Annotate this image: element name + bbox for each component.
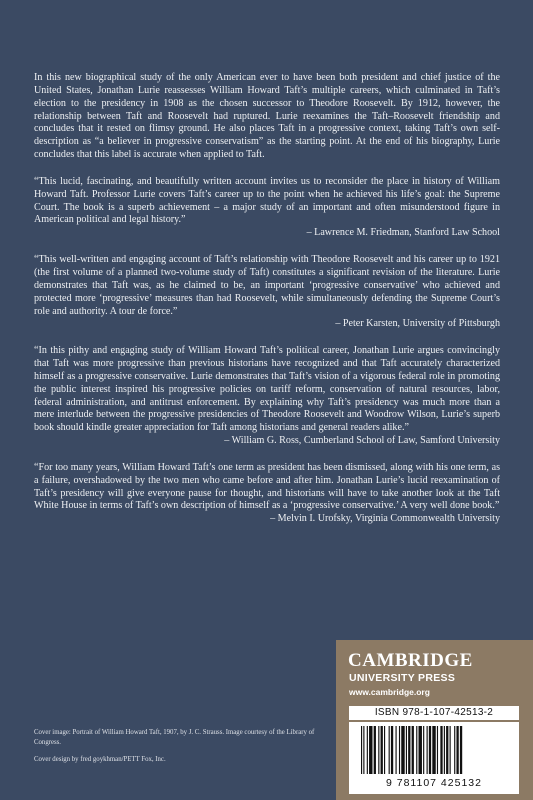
barcode-bar <box>440 726 442 774</box>
blurb-attribution: – Lawrence M. Friedman, Stanford Law School <box>306 227 500 239</box>
blurb-attribution: – William G. Ross, Cumberland School of Law, Samford University <box>224 435 500 447</box>
barcode-bar <box>446 726 448 774</box>
barcode-bar <box>367 726 368 774</box>
barcode-bar <box>454 726 455 774</box>
cover-credits <box>34 728 324 773</box>
barcode-bar <box>384 726 385 774</box>
publisher-logo: CAMBRIDGE <box>348 650 473 671</box>
blurb-quote: “For too many years, William Howard Taft’s one term as president has been dismissed, along with his one term, as a failure, overshadowed by the two men who came before and after him. Jonathan Lurie’s lucid reexamination of Taft’s presidency will give everyone pause for thought, and historians will have to take another look at the Taft White House in terms of Taft’s own description of himself as a ‘progressive conservative.’ A very well done book.” <box>34 461 500 512</box>
barcode-bar <box>381 726 383 774</box>
book-description: In this new biographical study of the only American ever to have been both president and chief justice of the United States, Jonathan Lurie reassesses William Howard Taft’s multiple careers, which culminated in Taft’s election to the presidency in 1908 as the chosen successor to Theodore Roosevelt. By 1912, however, the relationship between Taft and Roosevelt had ruptured. Lurie reexamines the Taft–Roosevelt friendship and concludes that it rested on flimsy ground. He also places Taft in a progressive context, taking Taft’s own self-description as “a believer in progressive conservatism” as the starting point. At the end of his biography, Lurie concludes that this label is accurate when applied to Taft. <box>34 72 500 161</box>
publisher-press-name: UNIVERSITY PRESS <box>349 672 456 684</box>
barcode-bar <box>391 726 393 774</box>
isbn-label: ISBN 978-1-107-42513-2 <box>349 706 519 720</box>
barcode-bar <box>444 726 445 774</box>
publisher-website: www.cambridge.org <box>349 687 430 697</box>
publisher-panel <box>336 640 533 800</box>
barcode-bar <box>416 726 417 774</box>
blurb-quote: “This lucid, fascinating, and beautifully written account invites us to reconsider the place in history of William Howard Taft. Professor Lurie covers Taft’s career up to the point when he achieved his life’s goal: the Supreme Court. The book is a superb achievement – a major study of an important and often misunderstood figure in American political and legal history.” <box>34 175 500 226</box>
blurb-attribution: – Melvin I. Urofsky, Virginia Commonwealth University <box>270 513 500 525</box>
blurb-quote: “This well-written and engaging account of Taft’s relationship with Theodore Roosevelt and his career up to 1921 (the first volume of a planned two-volume study of Taft) constitutes a significant revision of the literature. Lurie demonstrates that Taft was, as he claimed to be, an important ‘progressive conservative’ who achieved and protected more ‘progressive’ measures than had Roosevelt, while simultaneously defending the Supreme Court’s role and authority. A tour de force.” <box>34 254 500 317</box>
barcode-bars <box>361 726 507 776</box>
barcode-bar <box>399 726 400 774</box>
barcode-bar <box>450 726 451 774</box>
barcode-bar <box>406 726 407 774</box>
barcode-bar <box>378 726 379 774</box>
back-cover-text <box>34 72 500 540</box>
barcode <box>349 722 519 794</box>
barcode-bar <box>412 726 414 774</box>
barcode-bar <box>361 726 362 774</box>
barcode-bar <box>369 726 372 774</box>
barcode-bar <box>432 726 435 774</box>
blurb-attribution: – Peter Karsten, University of Pittsburgh <box>335 318 500 330</box>
cover-image-credit: Cover image: Portrait of William Howard Taft, 1907, by J. C. Strauss. Image courtesy of the Library of Congress. <box>34 729 315 746</box>
barcode-bar <box>363 726 364 774</box>
barcode-bar <box>408 726 410 774</box>
barcode-bar <box>456 726 458 774</box>
barcode-bar <box>429 726 431 774</box>
cover-design-credit: Cover design by fred goykhman/PETT Fox, Inc. <box>34 756 166 763</box>
barcode-bar <box>460 726 462 774</box>
barcode-number: 9 781107 425132 <box>386 777 482 789</box>
barcode-bar <box>374 726 376 774</box>
barcode-bar <box>427 726 428 774</box>
barcode-bar <box>423 726 424 774</box>
barcode-bar <box>396 726 397 774</box>
barcode-bar <box>419 726 422 774</box>
barcode-bar <box>437 726 438 774</box>
barcode-bar <box>401 726 404 774</box>
barcode-bar <box>389 726 390 774</box>
blurb-quote: “In this pithy and engaging study of William Howard Taft’s political career, Jonathan Lurie argues convincingly that Taft was more progressive than previous historians have recognized and that Taft accurately characterized himself as a progressive conservative. Lurie demonstrates that Taft’s vision of a vigorous federal role in promoting the public interest inspired his progressive policies on tariff reform, conservation of natural resources, labor, federal administration, and antitrust enforcement. By explaining why Taft’s presidency was much more than a mere interlude between the progressive presidencies of Theodore Roosevelt and Woodrow Wilson, Lurie’s superb book should kindle greater appreciation for Taft among historians and general readers alike.” <box>34 345 500 434</box>
